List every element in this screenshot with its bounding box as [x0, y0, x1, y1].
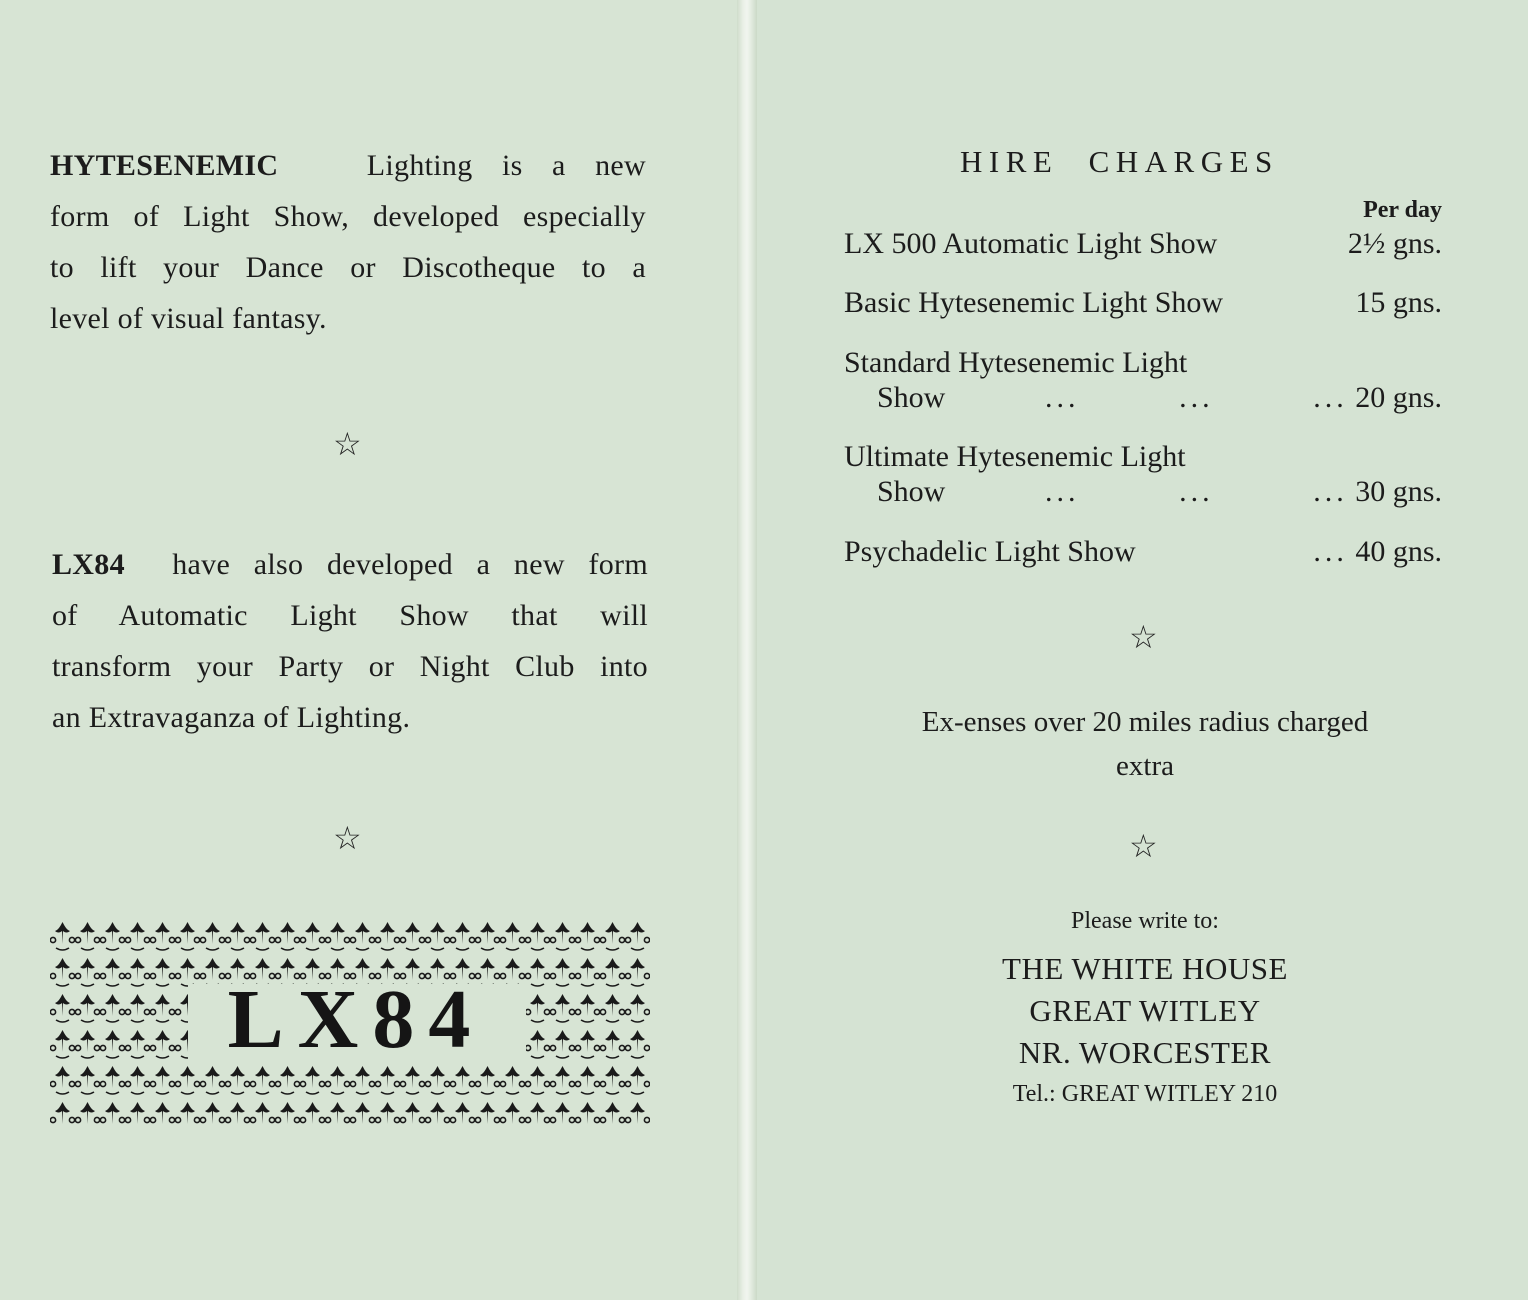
- charge-price: 40 gns.: [1355, 535, 1442, 568]
- intro-line-1: Lighting is a new: [366, 149, 646, 182]
- lx84-lead: LX84: [52, 548, 125, 581]
- center-fold: [737, 0, 757, 1300]
- charge-item: [844, 226, 1442, 261]
- charge-price: 20 gns.: [1355, 381, 1442, 414]
- expenses-line-2: extra: [1116, 750, 1174, 782]
- lx84-paragraph: [52, 539, 648, 743]
- leader-dots: ...: [1045, 381, 1080, 414]
- lx84-line-3: transform your Party or Night Club into: [52, 650, 648, 683]
- charge-item: [844, 345, 1442, 415]
- charge-name: Basic Hytesenemic Light Show: [844, 286, 1224, 319]
- star-icon: ☆: [1129, 828, 1158, 864]
- lx84-line-4: an Extravaganza of Lighting.: [52, 701, 411, 734]
- per-day-label: Per day: [1363, 197, 1442, 223]
- charge-name: Psychadelic Light Show: [844, 535, 1136, 568]
- leader-dots: ...: [1179, 475, 1214, 508]
- intro-line-4: level of visual fantasy.: [50, 302, 327, 335]
- address-line-2: GREAT WITLEY: [1029, 993, 1261, 1028]
- charge-name-cont: Show: [877, 381, 946, 414]
- charge-price: 15 gns.: [1355, 286, 1442, 319]
- charge-item: [844, 534, 1442, 569]
- intro-paragraph: [50, 140, 646, 344]
- expenses-note: [860, 700, 1430, 788]
- leader-dots: ...: [1313, 381, 1348, 414]
- contact-lead: Please write to:: [1071, 908, 1219, 934]
- star-icon: ☆: [1129, 619, 1158, 655]
- star-icon: ☆: [333, 426, 362, 462]
- charge-item: [844, 439, 1442, 509]
- lx84-line-1: have also developed a new form: [172, 548, 648, 581]
- leader-dots: ...: [1313, 475, 1348, 508]
- charge-item: [844, 285, 1442, 320]
- charge-price: 30 gns.: [1355, 475, 1442, 508]
- intro-line-2: form of Light Show, developed especially: [50, 200, 646, 233]
- lx84-logo: [50, 918, 650, 1126]
- leader-dots: ...: [1313, 535, 1348, 568]
- star-icon: ☆: [333, 820, 362, 856]
- charge-name-cont: Show: [877, 475, 946, 508]
- charge-name: Standard Hytesenemic Light: [844, 346, 1188, 379]
- logo-text: LX84: [227, 973, 485, 1066]
- expenses-line-1: Ex-enses over 20 miles radius charged: [921, 706, 1369, 738]
- lx84-line-2: of Automatic Light Show that will: [52, 599, 648, 632]
- intro-line-3: to lift your Dance or Discotheque to a: [50, 251, 646, 284]
- leader-dots: ...: [1179, 381, 1214, 414]
- address-line-1: THE WHITE HOUSE: [1002, 951, 1288, 986]
- telephone: Tel.: GREAT WITLEY 210: [1012, 1081, 1278, 1107]
- intro-lead: HYTESENEMIC: [50, 149, 279, 182]
- leader-dots: ...: [1045, 475, 1080, 508]
- charge-name: LX 500 Automatic Light Show: [844, 227, 1218, 260]
- address-line-3: NR. WORCESTER: [1018, 1035, 1272, 1070]
- charge-price: 2½ gns.: [1347, 227, 1442, 260]
- charge-name: Ultimate Hytesenemic Light: [844, 440, 1186, 473]
- hire-charges-title: HIRE CHARGES: [960, 144, 1279, 179]
